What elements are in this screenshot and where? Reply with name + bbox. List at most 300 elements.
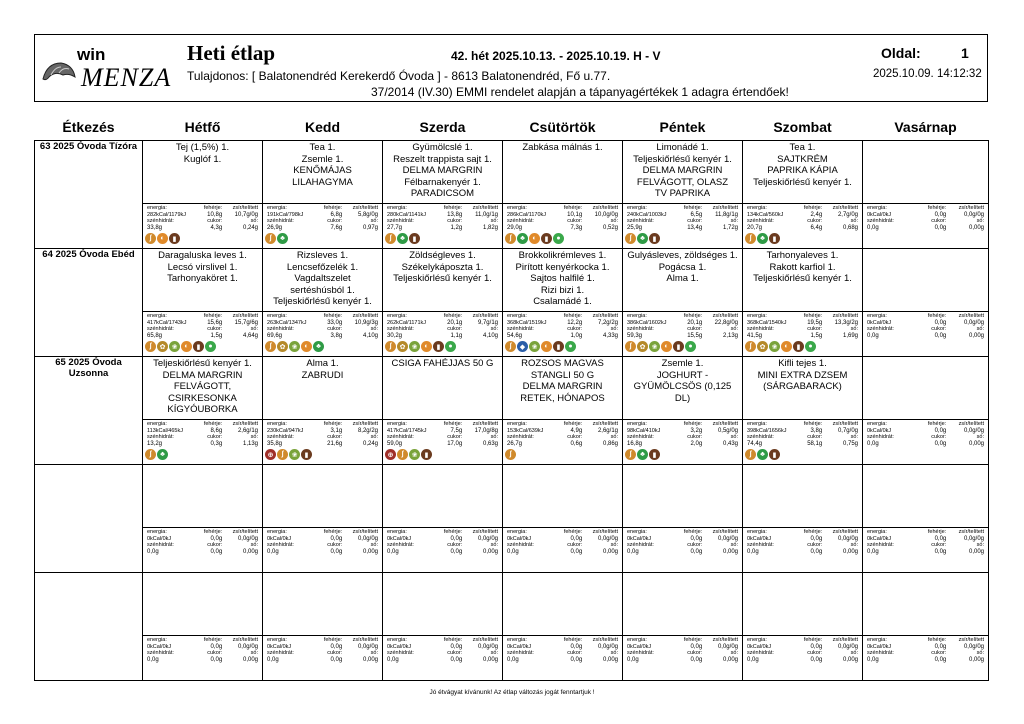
- nutrient-value: zsír/telített: [592, 637, 618, 643]
- dish-text: [623, 573, 742, 635]
- nutrient-value: só:: [370, 434, 378, 440]
- egg-allergen-icon: ◐: [541, 341, 552, 352]
- nutrition-cell: [263, 420, 383, 465]
- nutrient-value: 6,5g: [690, 211, 703, 218]
- nutrient-value: szénhidrát:: [627, 218, 654, 224]
- nutrient-value: szénhidrát:: [867, 650, 894, 656]
- nutrient-value: cukor:: [687, 218, 703, 224]
- dish-text: Teljeskiőrlésű kenyér 1. DELMA MARGRIN FELVÁGOTT, CSIRKESONKA KÍGYÓUBORKA: [153, 358, 252, 415]
- dish-text: Tej (1,5%) 1. Kuglóf 1.: [175, 142, 230, 165]
- nutrient-value: cukor:: [807, 434, 823, 440]
- nutrient-value: 0,0g/0g: [837, 643, 858, 650]
- nutrient-value: 0,00g: [482, 656, 498, 663]
- nutrient-value: cukor:: [447, 326, 463, 332]
- allergen-icons: [143, 339, 262, 352]
- nutrient-value: fehérje:: [803, 637, 823, 643]
- mustard-allergen-icon: ✿: [277, 341, 288, 352]
- nutrient-value: zsír/telített: [352, 421, 378, 427]
- nutrient-value: 1,5g: [810, 332, 823, 339]
- nutrient-value: 10,0g/0g: [594, 211, 618, 218]
- nutrient-value: szénhidrát:: [147, 326, 174, 332]
- nutrient-value: 7,5g: [450, 427, 463, 434]
- nutrient-value: 27,7g: [387, 224, 403, 231]
- nutrient-value: 0,86g: [602, 440, 618, 447]
- nutrient-value: 0,0g/0g: [963, 211, 984, 218]
- dish-text: Gulyásleves, zöldséges 1. Pogácsa 1. Alma 1.: [627, 250, 738, 284]
- nutrition-cell: [383, 312, 503, 357]
- nutrient-value: 0,0g: [450, 656, 463, 663]
- nutrient-value: szénhidrát:: [747, 434, 774, 440]
- nutrient-value: szénhidrát:: [747, 650, 774, 656]
- nutrient-value: 0,0g: [747, 656, 759, 663]
- nutrient-value: cukor:: [807, 650, 823, 656]
- dish-cell: [143, 141, 263, 204]
- nutrient-value: 0,0g: [747, 548, 759, 555]
- dish-cell: [623, 465, 743, 528]
- nutrient-value: szénhidrát:: [627, 434, 654, 440]
- nutrition-cell: [503, 204, 623, 249]
- nutrient-value: só:: [976, 326, 984, 332]
- nutrient-value: cukor:: [687, 434, 703, 440]
- nutrient-value: 7,2g/2g: [597, 319, 618, 326]
- nutrient-value: 29,0g: [507, 224, 523, 231]
- nutrition-cell: [263, 528, 383, 573]
- nutrient-value: fehérje:: [203, 313, 223, 319]
- nutrient-value: 0kCal/0kJ: [627, 535, 652, 542]
- nutrient-value: fehérje:: [323, 421, 343, 427]
- allergen-icons: [863, 231, 988, 233]
- nutrient-value: energia:: [267, 313, 287, 319]
- nutrient-value: 0,00g: [968, 440, 984, 447]
- nutrient-value: 0,0g: [867, 332, 879, 339]
- nutrient-value: fehérje:: [803, 421, 823, 427]
- dish-cell: [143, 465, 263, 528]
- dish-text: [263, 573, 382, 635]
- dish-text: [503, 465, 622, 527]
- nutrient-value: 0,00g: [842, 548, 858, 555]
- dish-cell: [863, 249, 989, 312]
- nutrient-value: 10,7g/0g: [234, 211, 258, 218]
- nutrient-value: 153kCal/639kJ: [507, 427, 544, 434]
- dish-text: Alma 1. ZABRUDI: [301, 358, 344, 381]
- dish-text: Limonádé 1. Teljeskiőrlésű kenyér 1. DELMA MARGRIN FELVÁGOTT, OLASZ TV PAPRIKA: [633, 142, 732, 199]
- dish-text: [383, 465, 502, 527]
- dish-text: [743, 465, 862, 527]
- nutrient-value: cukor:: [567, 434, 583, 440]
- nutrient-value: 0,0g: [934, 319, 947, 326]
- nutrient-value: 0,0g: [507, 548, 519, 555]
- nutrient-value: szénhidrát:: [507, 650, 534, 656]
- nutrition-cell: [383, 636, 503, 681]
- nutrient-value: 0kCal/0kJ: [867, 643, 892, 650]
- nutrient-value: 0kCal/0kJ: [747, 535, 772, 542]
- nutrient-value: só:: [370, 218, 378, 224]
- nutrient-value: 26,9g: [267, 224, 283, 231]
- dish-cell: [743, 141, 863, 204]
- nutrient-value: 0,0g/0g: [963, 643, 984, 650]
- meal-label: [35, 465, 143, 573]
- nutrient-value: 286kCal/1170kJ: [507, 211, 547, 218]
- column-header: Szerda: [419, 119, 466, 135]
- nutrient-value: 0kCal/0kJ: [867, 319, 892, 326]
- nutrient-value: szénhidrát:: [387, 650, 414, 656]
- logo-menza-text: MENZA: [81, 63, 172, 92]
- nutrient-value: 0,0g: [867, 224, 879, 231]
- egg-allergen-icon: ◐: [301, 341, 312, 352]
- nutrient-value: 19,5g: [807, 319, 823, 326]
- week-range: 42. hét 2025.10.13. - 2025.10.19. H - V: [451, 49, 661, 63]
- nutrient-value: só:: [610, 218, 618, 224]
- nutrient-value: fehérje:: [563, 421, 583, 427]
- nutrient-value: 0,00g: [842, 656, 858, 663]
- nutrient-value: energia:: [267, 205, 287, 211]
- nutrient-value: zsír/telített: [958, 421, 984, 427]
- mustard-allergen-icon: ✿: [157, 341, 168, 352]
- veg-allergen-icon: ♣: [637, 233, 648, 244]
- nutrient-value: só:: [490, 218, 498, 224]
- nutrient-value: cukor:: [447, 542, 463, 548]
- nutrient-value: fehérje:: [323, 205, 343, 211]
- allergen-icons: [503, 663, 622, 665]
- nutrient-value: 0,0g: [690, 656, 703, 663]
- nutrient-value: só:: [610, 434, 618, 440]
- menu-table: [34, 114, 989, 681]
- nutrient-value: só:: [976, 650, 984, 656]
- gluten-allergen-icon: ʃ: [385, 341, 396, 352]
- nutrient-value: 0,0g: [867, 656, 879, 663]
- celery-allergen-icon: ❀: [649, 341, 660, 352]
- nutrition-cell: [863, 528, 989, 573]
- nutrient-value: zsír/telített: [232, 637, 258, 643]
- dish-cell: [263, 465, 383, 528]
- mustard-allergen-icon: ✿: [637, 341, 648, 352]
- nutrient-value: 0,0g: [450, 548, 463, 555]
- nutrient-value: 2,4g: [810, 211, 823, 218]
- nutrient-value: 0,0g: [147, 548, 159, 555]
- nutrient-value: 280kCal/1141kJ: [387, 211, 427, 218]
- dish-cell: [143, 357, 263, 420]
- nutrient-value: 10,1g: [567, 211, 583, 218]
- nutrient-value: 0kCal/0kJ: [747, 643, 772, 650]
- gluten-allergen-icon: ʃ: [625, 449, 636, 460]
- nutrient-value: 0,3g: [210, 440, 223, 447]
- nutrient-value: szénhidrát:: [267, 434, 294, 440]
- gluten-allergen-icon: ʃ: [625, 341, 636, 352]
- celery-allergen-icon: ❀: [529, 341, 540, 352]
- nutrient-value: energia:: [387, 313, 407, 319]
- nutrient-value: 0,0g: [867, 548, 879, 555]
- nutrient-value: 0,0g: [387, 548, 399, 555]
- nutrient-value: zsír/telített: [832, 637, 858, 643]
- nutrient-value: 0,0g: [387, 656, 399, 663]
- nutrient-value: 0,24g: [242, 224, 258, 231]
- nutrient-value: só:: [250, 218, 258, 224]
- nutrient-value: fehérje:: [443, 529, 463, 535]
- nutrition-cell: [863, 312, 989, 357]
- nutrient-value: 0,97g: [362, 224, 378, 231]
- allergen-icons: [623, 447, 742, 460]
- nutrient-value: 0,0g: [210, 535, 223, 542]
- celery-allergen-icon: ❀: [289, 449, 300, 460]
- nutrient-value: fehérje:: [563, 529, 583, 535]
- nutrient-value: 0,0g: [934, 535, 947, 542]
- nutrient-value: szénhidrát:: [747, 542, 774, 548]
- dish-text: Tea 1. Zsemle 1. KENŐMÁJAS LILAHAGYMA: [292, 142, 353, 188]
- soy-allergen-icon: ⊕: [265, 449, 276, 460]
- nutrient-value: zsír/telített: [352, 529, 378, 535]
- nutrition-row: [35, 528, 989, 573]
- nutrient-value: zsír/telített: [472, 313, 498, 319]
- nutrient-value: cukor:: [207, 650, 223, 656]
- nutrition-cell: [263, 636, 383, 681]
- nutrient-value: 0,0g: [570, 548, 583, 555]
- nutrient-value: 0kCal/0kJ: [267, 535, 292, 542]
- nutrient-value: szénhidrát:: [507, 218, 534, 224]
- nutrient-value: 4,9g: [570, 427, 583, 434]
- nutrient-value: só:: [610, 326, 618, 332]
- nutrient-value: 59,3g: [627, 332, 643, 339]
- nutrient-value: 0,0g: [330, 535, 343, 542]
- meal-label: 63 2025 Óvoda Tízóra: [35, 141, 143, 249]
- nutrition-cell: [743, 312, 863, 357]
- nutrient-value: 15,5g: [687, 332, 703, 339]
- dish-cell: [503, 357, 623, 420]
- dish-text: Zabkása málnás 1.: [522, 142, 603, 153]
- nutrient-value: energia:: [147, 529, 167, 535]
- nutrient-value: szénhidrát:: [747, 326, 774, 332]
- celery-allergen-icon: ❀: [409, 449, 420, 460]
- nutrient-value: cukor:: [931, 434, 947, 440]
- nutrient-value: 240kCal/1003kJ: [627, 211, 667, 218]
- nutrient-value: 2,0g: [690, 440, 703, 447]
- nutrient-value: 3,1g: [330, 427, 343, 434]
- nutrient-value: szénhidrát:: [507, 434, 534, 440]
- nut-allergen-icon: ●: [805, 341, 816, 352]
- nutrient-value: 0,0g: [934, 332, 947, 339]
- nutrient-value: 2,13g: [722, 332, 738, 339]
- nutrient-value: 0,00g: [602, 656, 618, 663]
- allergen-icons: [263, 663, 382, 665]
- dish-cell: [503, 249, 623, 312]
- dish-text: [503, 573, 622, 635]
- allergen-icons: [263, 339, 382, 352]
- nutrient-value: zsír/telített: [832, 529, 858, 535]
- nutrient-value: 0,0g/0g: [963, 319, 984, 326]
- nutrient-value: 65,8g: [147, 332, 163, 339]
- nutrition-row: [35, 636, 989, 681]
- nutrient-value: zsír/telített: [352, 637, 378, 643]
- meal-row: [35, 357, 989, 420]
- nutrient-value: só:: [730, 218, 738, 224]
- nutrient-value: 0,6g: [570, 440, 583, 447]
- nutrient-value: 7,3g: [570, 224, 583, 231]
- nutrient-value: zsír/telített: [592, 313, 618, 319]
- nutrient-value: 0,0g: [934, 211, 947, 218]
- logo-win-text: win: [77, 45, 106, 64]
- nutrient-value: zsír/telített: [832, 421, 858, 427]
- nutrient-value: zsír/telített: [472, 637, 498, 643]
- nutrient-value: 0,00g: [722, 548, 738, 555]
- dish-text: Kifli tejes 1. MINI EXTRA DZSEM (SÁRGABARACK): [757, 358, 848, 392]
- nutrient-value: 8,6g: [210, 427, 223, 434]
- nutrient-value: 368kCal/1540kJ: [747, 319, 787, 326]
- nutrition-cell: [383, 204, 503, 249]
- milk-allergen-icon: ▮: [793, 341, 804, 352]
- nutrient-value: cukor:: [327, 434, 343, 440]
- nutrient-value: só:: [490, 434, 498, 440]
- nutrient-value: 0,0g/0g: [477, 643, 498, 650]
- nutrient-value: 0,0g: [934, 548, 947, 555]
- nutrient-value: só:: [850, 218, 858, 224]
- veg-allergen-icon: ♣: [757, 449, 768, 460]
- nutrient-value: fehérje:: [927, 205, 947, 211]
- nutrient-value: szénhidrát:: [627, 326, 654, 332]
- nutrient-value: energia:: [867, 205, 887, 211]
- nutrient-value: 22,8g/0g: [714, 319, 738, 326]
- nutrient-value: energia:: [147, 205, 167, 211]
- dish-text: Zöldségleves 1. Székelykáposzta 1. Teljeskiőrlésű kenyér 1.: [393, 250, 492, 284]
- allergen-icons: [743, 339, 862, 352]
- nutrient-value: 417kCal/1745kJ: [387, 427, 427, 434]
- nutrient-value: 282kCal/1179kJ: [147, 211, 187, 218]
- dish-cell: [143, 573, 263, 636]
- nutrient-value: 15,7g/6g: [234, 319, 258, 326]
- menu-header: [34, 34, 988, 102]
- meal-row: [35, 465, 989, 528]
- nutrient-value: energia:: [627, 421, 647, 427]
- nutrient-value: 0kCal/0kJ: [507, 643, 532, 650]
- winmenza-logo: [41, 45, 181, 95]
- nutrient-value: só:: [370, 542, 378, 548]
- nutrient-value: 398kCal/1656kJ: [747, 427, 787, 434]
- nutrient-value: 0,0g: [330, 656, 343, 663]
- allergen-icons: [863, 663, 988, 665]
- nutrient-value: 1,82g: [482, 224, 498, 231]
- dish-cell: [503, 141, 623, 204]
- nutrient-value: 0,5g/0g: [717, 427, 738, 434]
- nutrient-value: 0,0g: [810, 535, 823, 542]
- nutrient-value: energia:: [147, 313, 167, 319]
- allergen-icons: [623, 555, 742, 557]
- dish-cell: [503, 573, 623, 636]
- milk-allergen-icon: ▮: [673, 341, 684, 352]
- milk-allergen-icon: ▮: [649, 233, 660, 244]
- croissant-icon: [41, 59, 77, 85]
- nutrient-value: 1,13g: [242, 440, 258, 447]
- nutrient-value: só:: [850, 434, 858, 440]
- nutrient-value: 17,0g/8g: [474, 427, 498, 434]
- nutrient-value: energia:: [867, 421, 887, 427]
- nutrient-value: szénhidrát:: [267, 218, 294, 224]
- nutrition-cell: [623, 312, 743, 357]
- dish-cell: [383, 141, 503, 204]
- nutrition-cell: [743, 636, 863, 681]
- nutrient-value: energia:: [507, 205, 527, 211]
- nutrient-value: zsír/telített: [352, 313, 378, 319]
- allergen-icons: [503, 339, 622, 352]
- nutrient-value: 1,72g: [722, 224, 738, 231]
- nutrient-value: 1,1g: [450, 332, 463, 339]
- nutrient-value: 3,8g: [330, 332, 343, 339]
- nutrient-value: 417kCal/1743kJ: [147, 319, 187, 326]
- nutrient-value: 3,8g: [810, 427, 823, 434]
- milk-allergen-icon: ▮: [301, 449, 312, 460]
- nutrient-value: 0,0g/0g: [717, 535, 738, 542]
- nutrient-value: 21,6g: [327, 440, 343, 447]
- dish-text: [743, 573, 862, 635]
- nutrient-value: 25,9g: [627, 224, 643, 231]
- nutrient-value: fehérje:: [563, 637, 583, 643]
- nutrient-value: zsír/telített: [832, 205, 858, 211]
- dish-cell: [743, 249, 863, 312]
- dish-cell: [383, 249, 503, 312]
- nut-allergen-icon: ●: [553, 233, 564, 244]
- nutrient-value: zsír/telített: [712, 529, 738, 535]
- nutrient-value: zsír/telített: [712, 313, 738, 319]
- nutrition-cell: [263, 204, 383, 249]
- nutrient-value: szénhidrát:: [387, 542, 414, 548]
- nutrient-value: cukor:: [567, 542, 583, 548]
- nutrient-value: 11,8g/1g: [715, 211, 738, 218]
- nutrient-value: 1,2g: [450, 224, 463, 231]
- nutrient-value: 10,8g: [207, 211, 223, 218]
- nutrient-value: 2,7g/0g: [837, 211, 858, 218]
- nutrient-value: 0,0g: [450, 643, 463, 650]
- nutrient-value: 41,5g: [747, 332, 763, 339]
- dish-cell: [263, 141, 383, 204]
- nutrient-value: 0,0g: [934, 440, 947, 447]
- gluten-allergen-icon: ʃ: [145, 449, 156, 460]
- nutrient-value: 134kCal/560kJ: [747, 211, 784, 218]
- nutrient-value: só:: [730, 434, 738, 440]
- nutrient-value: zsír/telített: [472, 205, 498, 211]
- nutrition-cell: [383, 528, 503, 573]
- nutrient-value: 54,6g: [507, 332, 523, 339]
- milk-allergen-icon: ▮: [541, 233, 552, 244]
- milk-allergen-icon: ▮: [169, 233, 180, 244]
- veg-allergen-icon: ♣: [157, 449, 168, 460]
- nutrient-value: 0,0g: [934, 656, 947, 663]
- nutrient-value: energia:: [387, 529, 407, 535]
- nutrient-value: 20,7g: [747, 224, 763, 231]
- owner-info: Tulajdonos: [ Balatonendréd Kerekerdő Óvoda ] - 8613 Balatonendréd, Fő u.77.: [187, 69, 611, 83]
- nutrient-value: cukor:: [327, 326, 343, 332]
- dish-text: Tea 1. SAJTKRÉM PAPRIKA KÁPIA Teljeskiőrlésű kenyér 1.: [753, 142, 852, 188]
- meal-label: [35, 573, 143, 681]
- nutrient-value: 16,8g: [627, 440, 643, 447]
- celery-allergen-icon: ❀: [409, 341, 420, 352]
- gluten-allergen-icon: ʃ: [505, 341, 516, 352]
- allergen-icons: [743, 447, 862, 460]
- nutrient-value: szénhidrát:: [267, 650, 294, 656]
- nutrient-value: energia:: [627, 205, 647, 211]
- nutrient-value: 0,0g/0g: [237, 643, 258, 650]
- nutrient-value: fehérje:: [563, 313, 583, 319]
- nutrient-value: 386kCal/1602kJ: [627, 319, 667, 326]
- nutrient-value: energia:: [267, 637, 287, 643]
- allergen-icons: [743, 663, 862, 665]
- nutrient-value: cukor:: [807, 542, 823, 548]
- nutrient-value: fehérje:: [683, 205, 703, 211]
- nutrient-value: cukor:: [931, 650, 947, 656]
- nutrient-value: 0,0g/0g: [963, 535, 984, 542]
- veg-allergen-icon: ♣: [757, 233, 768, 244]
- nutrient-value: cukor:: [327, 218, 343, 224]
- nutrient-value: 12,2g: [567, 319, 583, 326]
- nutrient-value: energia:: [387, 637, 407, 643]
- nutrient-value: só:: [976, 218, 984, 224]
- milk-allergen-icon: ▮: [193, 341, 204, 352]
